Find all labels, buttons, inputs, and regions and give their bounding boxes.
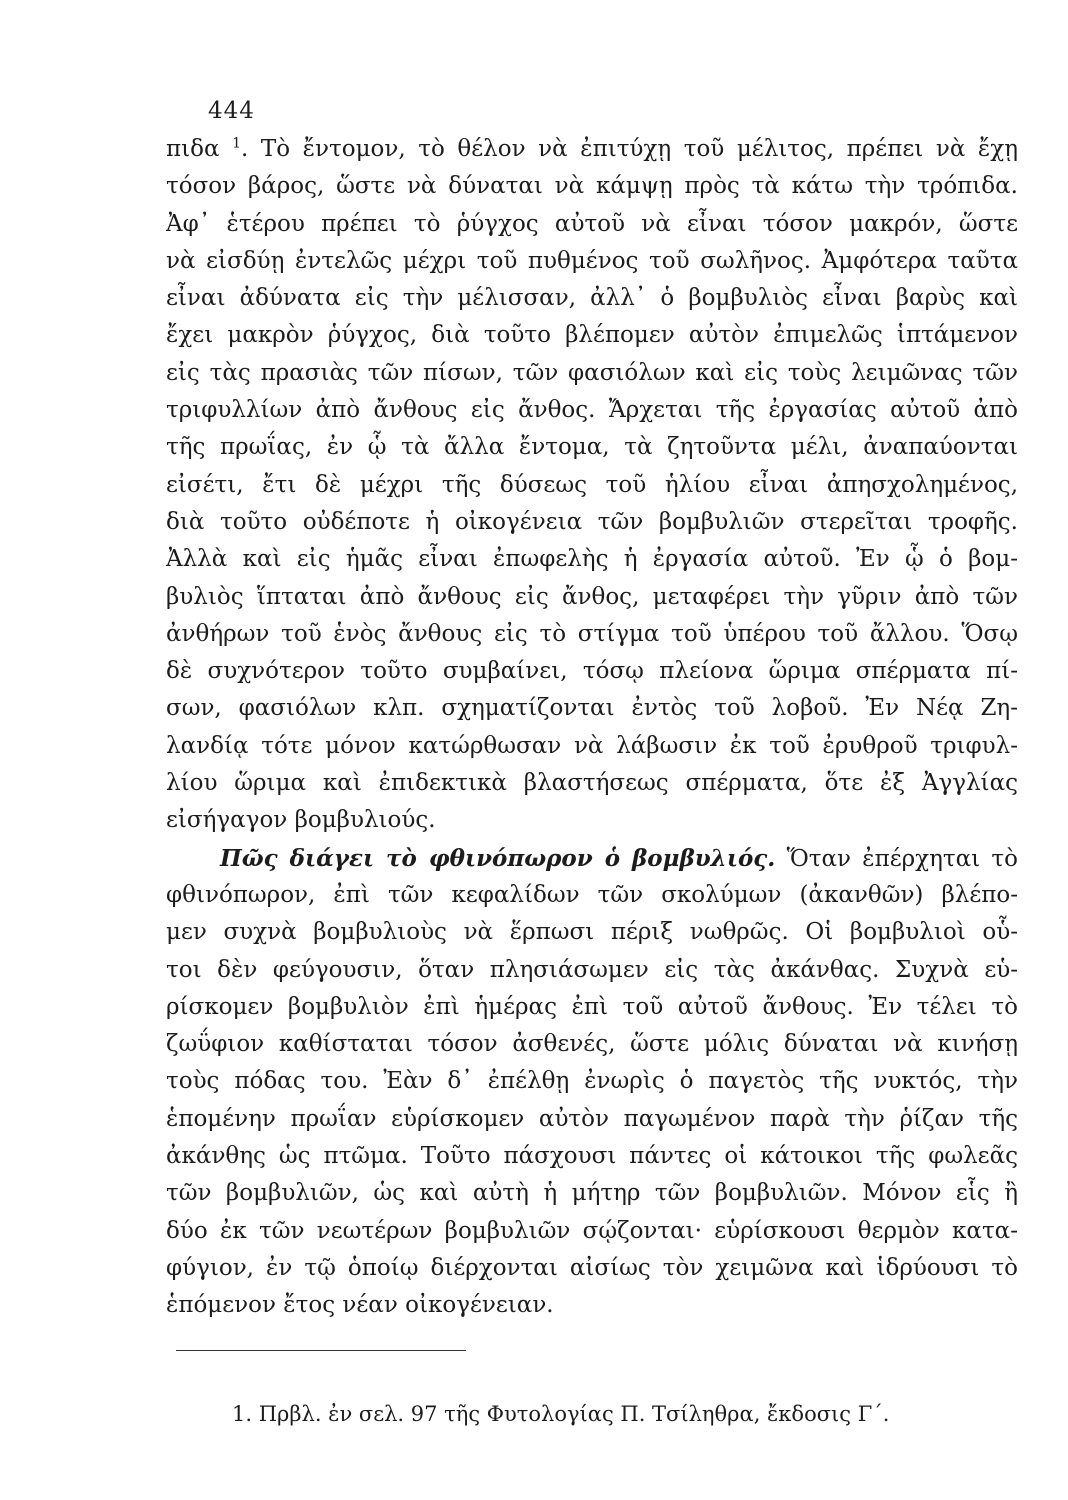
text-line: φθινόπωρον, ἐπὶ τῶν κεφαλίδων τῶν σκολύμων (ἀκανθῶν) βλέπο- [166, 881, 1018, 908]
text-line: τῶν βομβυλιῶν, ὡς καὶ αὐτὴ ἡ μήτηρ τῶν βομβυλιῶν. Μόνον εἷς ἢ [166, 1180, 1018, 1207]
text-line: ἔχει μακρὸν ῥύγχος, διὰ τοῦτο βλέπομεν αὐτὸν ἐπιμελῶς ἱπτάμενον [166, 322, 1018, 349]
text-line: Ἀφ᾽ ἑτέρου πρέπει τὸ ῥύγχος αὐτοῦ νὰ εἶναι τόσον μακρόν, ὥστε [166, 210, 1018, 237]
text-line: Ἀλλὰ καὶ εἰς ἡμᾶς εἶναι ἐπωφελὴς ἡ ἐργασία αὐτοῦ. Ἐν ᾧ ὁ βομ- [166, 546, 1018, 573]
footnote-rule [176, 1350, 466, 1351]
text-line: φύγιον, ἐν τῷ ὁποίῳ διέρχονται αἰσίως τὸν χειμῶνα καὶ ἱδρύουσι τὸ [166, 1254, 1018, 1281]
text-line: βυλιὸς ἵπταται ἀπὸ ἄνθους εἰς ἄνθος, μεταφέρει τὴν γῦριν ἀπὸ τῶν [166, 583, 1018, 610]
text-line: δὲ συχνότερον τοῦτο συμβαίνει, τόσῳ πλείονα ὥριμα σπέρματα πί- [166, 658, 1018, 685]
page-number: 444 [208, 98, 255, 124]
section-heading-line [166, 840, 1018, 877]
text-span: . Τὸ ἔντομον, τὸ θέλον νὰ ἐπιτύχῃ τοῦ μέλιτος, πρέπει νὰ ἔχῃ [241, 136, 1018, 162]
text-line: ζωΰφιον καθίσταται τόσον ἀσθενές, ὥστε μόλις δύναται νὰ κινήσῃ [166, 1031, 1018, 1058]
text-line: εἰσέτι, ἔτι δὲ μέχρι τῆς δύσεως τοῦ ἡλίου εἶναι ἀπησχολημένος, [166, 471, 1018, 498]
body-text [166, 131, 1018, 1325]
text-line: νὰ εἰσδύῃ ἐντελῶς μέχρι τοῦ πυθμένος τοῦ σωλῆνος. Ἀμφότερα ταῦτα [166, 247, 1018, 274]
text-line: τόσον βάρος, ὥστε νὰ δύναται νὰ κάμψῃ πρὸς τὰ κάτω τὴν τρόπιδα. [166, 173, 1018, 200]
footnote: 1. Πρβλ. ἐν σελ. 97 τῆς Φυτολογίας Π. Τσίληθρα, ἔκδοσις Γ΄. [232, 1402, 890, 1426]
text-line: τοι δὲν φεύγουσιν, ὅταν πλησιάσωμεν εἰς τὰς ἀκάνθας. Συχνὰ εὑ- [166, 956, 1018, 983]
text-line: τριφυλλίων ἀπὸ ἄνθους εἰς ἄνθος. Ἄρχεται τῆς ἐργασίας αὐτοῦ ἀπὸ [166, 397, 1018, 424]
text-line: ρίσκομεν βομβυλιὸν ἐπὶ ἡμέρας ἐπὶ τοῦ αὐτοῦ ἄνθους. Ἐν τέλει τὸ [166, 993, 1018, 1020]
text-line: μεν συχνὰ βομβυλιοὺς νὰ ἕρπωσι πέριξ νωθρῶς. Οἱ βομβυλιοὶ οὗ- [166, 919, 1018, 946]
text-line [166, 131, 1018, 168]
text-line: εἰς τὰς πρασιὰς τῶν πίσων, τῶν φασιόλων καὶ εἰς τοὺς λειμῶνας τῶν [166, 359, 1018, 386]
text-line: ἑπόμενον ἔτος νέαν οἰκογένειαν. [166, 1292, 554, 1319]
text-line: τῆς πρωΐας, ἐν ᾧ τὰ ἄλλα ἔντομα, τὰ ζητοῦντα μέλι, ἀναπαύονται [166, 434, 1018, 461]
text-line: δύο ἐκ τῶν νεωτέρων βομβυλιῶν σῴζονται· εὑρίσκουσι θερμὸν κατα- [166, 1217, 1018, 1244]
text-line: διὰ τοῦτο οὐδέποτε ἡ οἰκογένεια τῶν βομβυλιῶν στερεῖται τροφῆς. [166, 508, 1018, 535]
text-span: Ὅταν ἐπέρχηται τὸ [775, 845, 1018, 872]
text-line: σων, φασιόλων κλπ. σχηματίζονται ἐντὸς τοῦ λοβοῦ. Ἐν Νέᾳ Ζη- [166, 695, 1018, 722]
text-line: ἑπομένην πρωΐαν εὑρίσκομεν αὐτὸν παγωμένον παρὰ τὴν ῥίζαν τῆς [166, 1105, 1018, 1132]
text-line: εἶναι ἀδύνατα εἰς τὴν μέλισσαν, ἀλλ᾽ ὁ βομβυλιὸς εἶναι βαρὺς καὶ [166, 285, 1018, 312]
section-heading: Πῶς διάγει τὸ φθινόπωρον ὁ βομβυλιός. [220, 844, 776, 872]
text-line: εἰσήγαγον βομβυλιούς. [166, 807, 436, 834]
text-line: λανδίᾳ τότε μόνον κατώρθωσαν νὰ λάβωσιν ἐκ τοῦ ἐρυθροῦ τριφυλ- [166, 732, 1018, 759]
text-span: πιδα [166, 136, 233, 162]
text-line: ἀκάνθης ὡς πτῶμα. Τοῦτο πάσχουσι πάντες οἱ κάτοικοι τῆς φωλεᾶς [166, 1143, 1018, 1170]
text-line: τοὺς πόδας του. Ἐὰν δ᾽ ἐπέλθῃ ἐνωρὶς ὁ παγετὸς τῆς νυκτός, τὴν [166, 1068, 1018, 1095]
text-line: λίου ὥριμα καὶ ἐπιδεκτικὰ βλαστήσεως σπέρματα, ὅτε ἐξ Ἀγγλίας [166, 770, 1018, 797]
text-line: ἀνθήρων τοῦ ἑνὸς ἄνθους εἰς τὸ στίγμα τοῦ ὑπέρου τοῦ ἄλλου. Ὅσῳ [166, 620, 1018, 647]
footnote-ref: 1 [232, 135, 242, 152]
